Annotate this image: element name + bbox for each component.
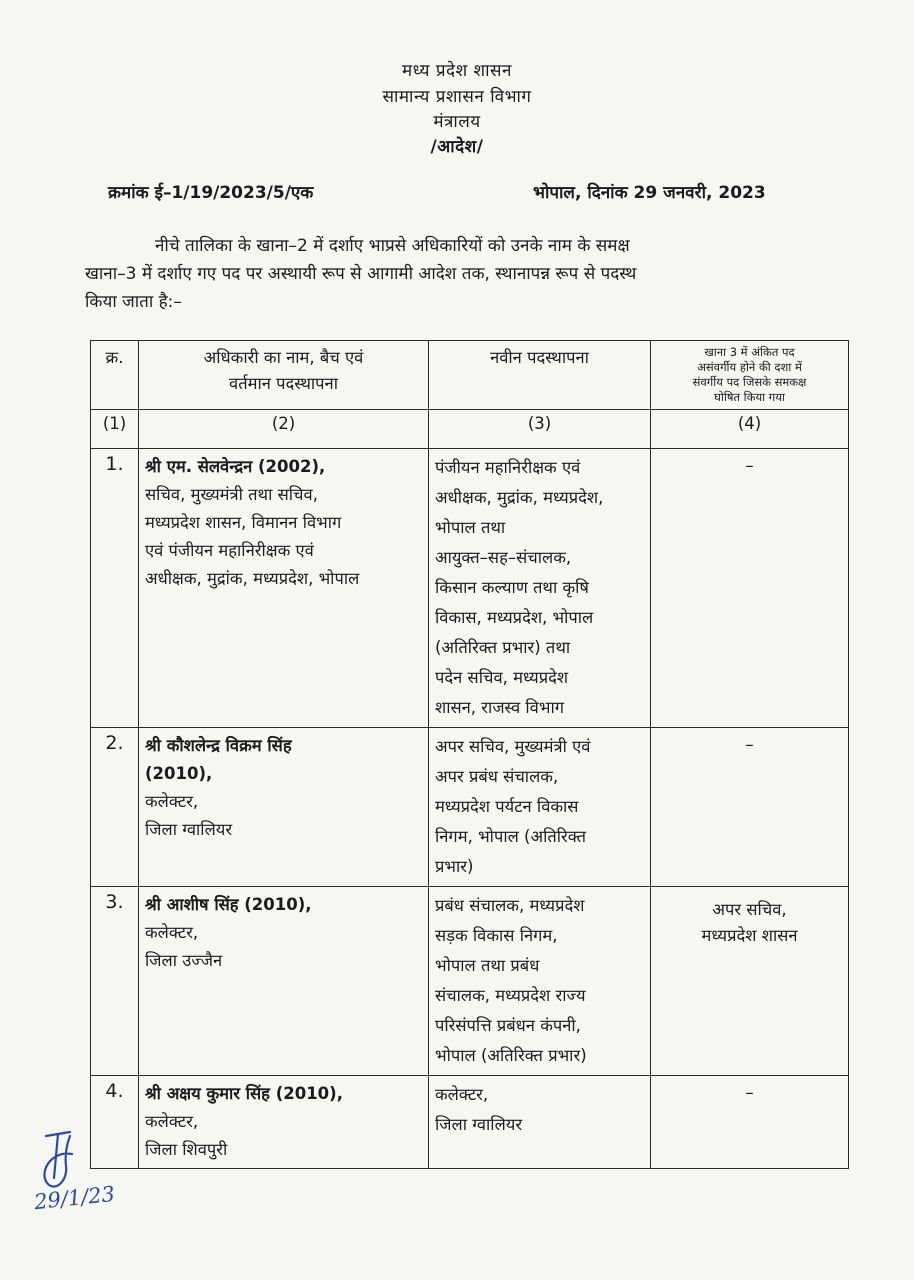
column-number-row	[91, 410, 849, 449]
govt-name: मध्य प्रदेश शासन	[402, 61, 512, 81]
table-row	[91, 728, 849, 887]
column-number: (3)	[429, 410, 651, 449]
ministry-label: मंत्रालय	[433, 112, 481, 132]
intro-line-2: खाना–3 में दर्शाए गए पद पर अस्थायी रूप से आगामी आदेश तक, स्थानापन्न रूप से पदस्थ	[85, 264, 637, 284]
column-number: (2)	[139, 410, 429, 449]
officer-cell	[139, 728, 429, 887]
new-posting-line: भोपाल तथा	[435, 518, 506, 537]
serial-number: 4.	[91, 1076, 139, 1169]
new-posting-line: निगम, भोपाल (अतिरिक्त	[435, 827, 587, 846]
serial-number: 1.	[91, 449, 139, 728]
current-posting-line: एवं पंजीयन महानिरीक्षक एवं	[145, 541, 314, 560]
equivalent-line: अपर सचिव,	[712, 900, 787, 919]
new-posting-cell	[429, 728, 651, 887]
header-serial: क्र.	[91, 341, 139, 410]
new-posting-line: भोपाल (अतिरिक्त प्रभार)	[435, 1046, 587, 1065]
table-header-row	[91, 341, 849, 410]
current-posting-line: जिला शिवपुरी	[145, 1140, 228, 1159]
new-posting-line: संचालक, मध्यप्रदेश राज्य	[435, 986, 586, 1005]
equivalent-cell: –	[651, 728, 849, 887]
equivalent-cell: –	[651, 449, 849, 728]
equivalent-cell: –	[651, 1076, 849, 1169]
header-equivalent-line-4: घोषित किया गया	[714, 390, 785, 404]
officer-name: श्री एम. सेलवेन्द्रन (2002),	[145, 457, 326, 476]
header-equivalent-line-2: असंवर्गीय होने की दशा में	[697, 360, 802, 374]
header-equivalent-line-3: संवर्गीय पद जिसके समकक्ष	[692, 375, 807, 389]
officer-name: श्री आशीष सिंह (2010),	[145, 895, 312, 914]
header-officer-line-2: वर्तमान पदस्थापना	[229, 374, 338, 393]
new-posting-line: अपर प्रबंध संचालक,	[435, 767, 559, 786]
new-posting-line: (अतिरिक्त प्रभार) तथा	[435, 638, 571, 657]
new-posting-line: पदेन सचिव, मध्यप्रदेश	[435, 668, 569, 687]
header-equivalent-line-1: खाना 3 में अंकित पद	[704, 345, 795, 359]
new-posting-line: प्रबंध संचालक, मध्यप्रदेश	[435, 896, 585, 915]
equivalent-cell	[651, 887, 849, 1076]
new-posting-line: विकास, मध्यप्रदेश, भोपाल	[435, 608, 594, 627]
equivalent-line: मध्यप्रदेश शासन	[701, 926, 798, 945]
column-number: (4)	[651, 410, 849, 449]
order-number: क्रमांक ई–1/19/2023/5/एक	[108, 183, 314, 203]
officer-cell	[139, 449, 429, 728]
new-posting-line: सड़क विकास निगम,	[435, 926, 558, 945]
new-posting-cell	[429, 1076, 651, 1169]
officer-name: श्री कौशलेन्द्र विक्रम सिंह	[145, 736, 292, 755]
serial-number: 2.	[91, 728, 139, 887]
current-posting-line: जिला उज्जैन	[145, 951, 223, 970]
header-new-posting: नवीन पदस्थापना	[429, 341, 651, 410]
officer-cell	[139, 887, 429, 1076]
intro-line-1: नीचे तालिका के खाना–2 में दर्शाए भाप्रसे अधिकारियों को उनके नाम के समक्ष	[155, 236, 630, 256]
officer-batch: (2010),	[145, 764, 213, 783]
new-posting-cell	[429, 887, 651, 1076]
new-posting-line: भोपाल तथा प्रबंध	[435, 956, 540, 975]
new-posting-line: पंजीयन महानिरीक्षक एवं	[435, 458, 581, 477]
new-posting-cell	[429, 449, 651, 728]
officer-name: श्री अक्षय कुमार सिंह (2010),	[145, 1084, 343, 1103]
signature-date: 29/1/23	[32, 1181, 117, 1215]
order-title: /आदेश/	[430, 137, 484, 157]
current-posting-line: सचिव, मुख्यमंत्री तथा सचिव,	[145, 485, 318, 504]
current-posting-line: कलेक्टर,	[145, 923, 199, 942]
new-posting-line: आयुक्त–सह–संचालक,	[435, 548, 572, 567]
place-date: भोपाल, दिनांक 29 जनवरी, 2023	[533, 183, 766, 203]
current-posting-line: कलेक्टर,	[145, 1112, 199, 1131]
current-posting-line: कलेक्टर,	[145, 792, 199, 811]
current-posting-line: मध्यप्रदेश शासन, विमानन विभाग	[145, 513, 342, 532]
new-posting-line: परिसंपत्ति प्रबंधन कंपनी,	[435, 1016, 581, 1035]
table-row	[91, 1076, 849, 1169]
current-posting-line: अधीक्षक, मुद्रांक, मध्यप्रदेश, भोपाल	[145, 569, 360, 588]
header-officer	[139, 341, 429, 410]
handwritten-initials	[32, 1130, 122, 1224]
new-posting-line: अधीक्षक, मुद्रांक, मध्यप्रदेश,	[435, 488, 604, 507]
current-posting-line: जिला ग्वालियर	[145, 820, 233, 839]
new-posting-line: मध्यप्रदेश पर्यटन विकास	[435, 797, 579, 816]
new-posting-line: किसान कल्याण तथा कृषि	[435, 578, 589, 597]
table-row	[91, 449, 849, 728]
intro-line-3: किया जाता है:–	[85, 292, 182, 312]
department-name: सामान्य प्रशासन विभाग	[382, 87, 532, 107]
table-row	[91, 887, 849, 1076]
new-posting-line: जिला ग्वालियर	[435, 1115, 523, 1134]
header-officer-line-1: अधिकारी का नाम, बैच एवं	[203, 348, 364, 367]
intro-paragraph	[85, 232, 855, 316]
serial-number: 3.	[91, 887, 139, 1076]
header-equivalent	[651, 341, 849, 410]
new-posting-line: शासन, राजस्व विभाग	[435, 698, 565, 717]
new-posting-line: अपर सचिव, मुख्यमंत्री एवं	[435, 737, 591, 756]
new-posting-line: प्रभार)	[435, 857, 474, 876]
posting-table	[90, 340, 849, 1169]
column-number: (1)	[91, 410, 139, 449]
officer-cell	[139, 1076, 429, 1169]
new-posting-line: कलेक्टर,	[435, 1085, 489, 1104]
